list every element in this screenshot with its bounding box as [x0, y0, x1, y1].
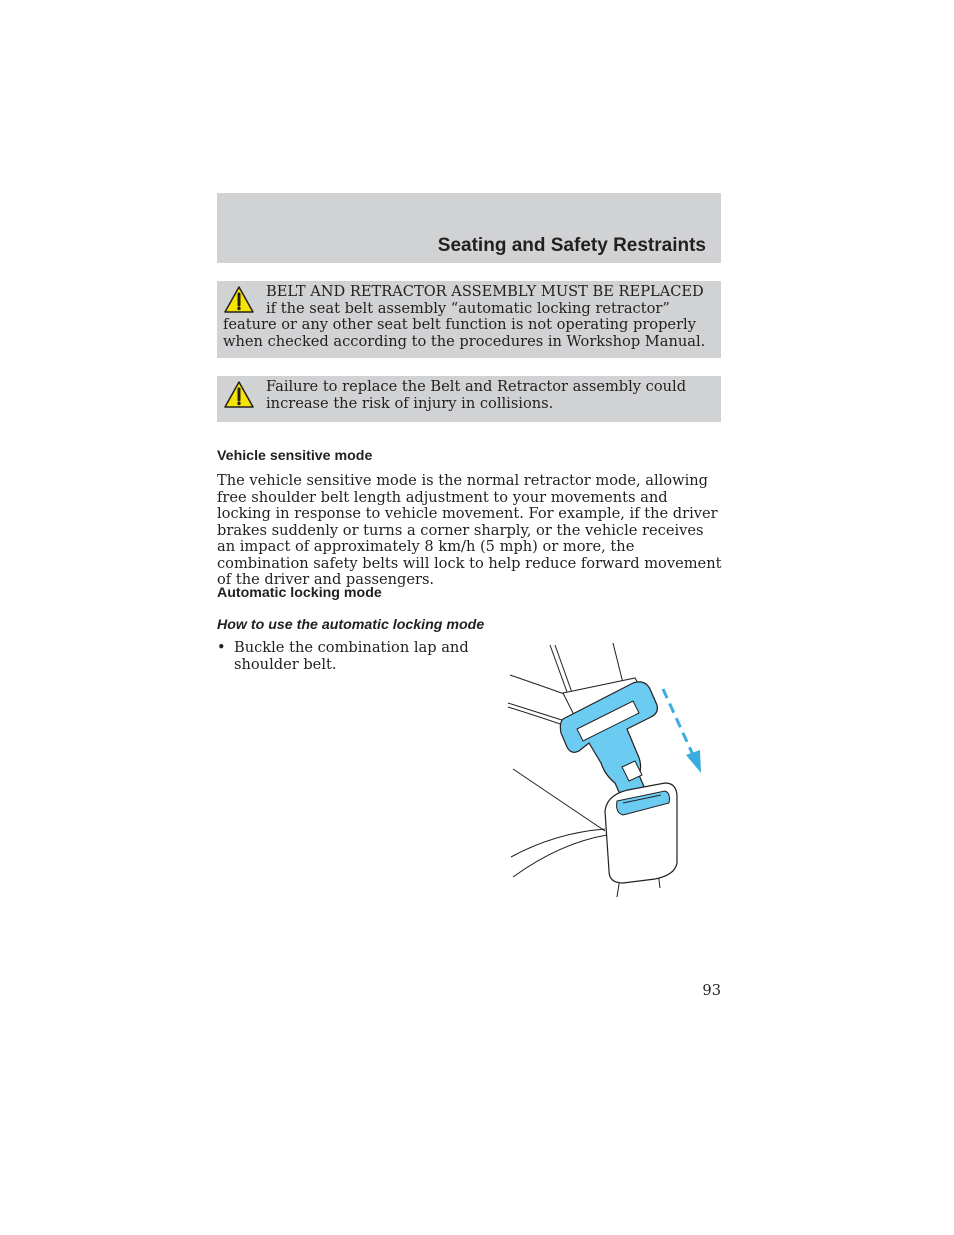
warning-text: Failure to replace the Belt and Retractor assembly could increase the risk of injury in collisions. — [266, 378, 687, 412]
bullet-icon: • — [217, 639, 226, 656]
list-item — [217, 640, 477, 673]
subheading-how-to-use: How to use the automatic locking mode — [217, 617, 485, 633]
header-band — [217, 193, 721, 263]
warning-triangle-icon — [223, 285, 255, 315]
warning-text: BELT AND RETRACTOR ASSEMBLY MUST BE REPLACED if the seat belt assembly “automatic locking retractor” feature or any other seat belt function is not operating properly when checked according to the procedures in Workshop Manual. — [223, 283, 706, 350]
warning-triangle-icon — [223, 380, 255, 410]
page-number: 93 — [702, 982, 721, 999]
warning-box — [217, 281, 721, 358]
section-heading-vehicle-sensitive: Vehicle sensitive mode — [217, 448, 373, 464]
seat-belt-buckle-illustration — [505, 643, 705, 899]
vehicle-sensitive-paragraph: The vehicle sensitive mode is the normal retractor mode, allowing free shoulder belt length adjustment to your movements and locking in response to vehicle movement. For example, if the driver brakes suddenly or turns a corner sharply, or the vehicle receives an impact of approximately 8 km/h (5 mph) or more, the combination safety belts will lock to help reduce forward movement of the driver and passengers. — [217, 472, 722, 588]
section-heading-automatic-locking: Automatic locking mode — [217, 585, 382, 601]
page-title: Seating and Safety Restraints — [437, 235, 706, 256]
list-item-text: Buckle the combination lap and shoulder belt. — [234, 639, 469, 673]
warning-box — [217, 376, 721, 422]
